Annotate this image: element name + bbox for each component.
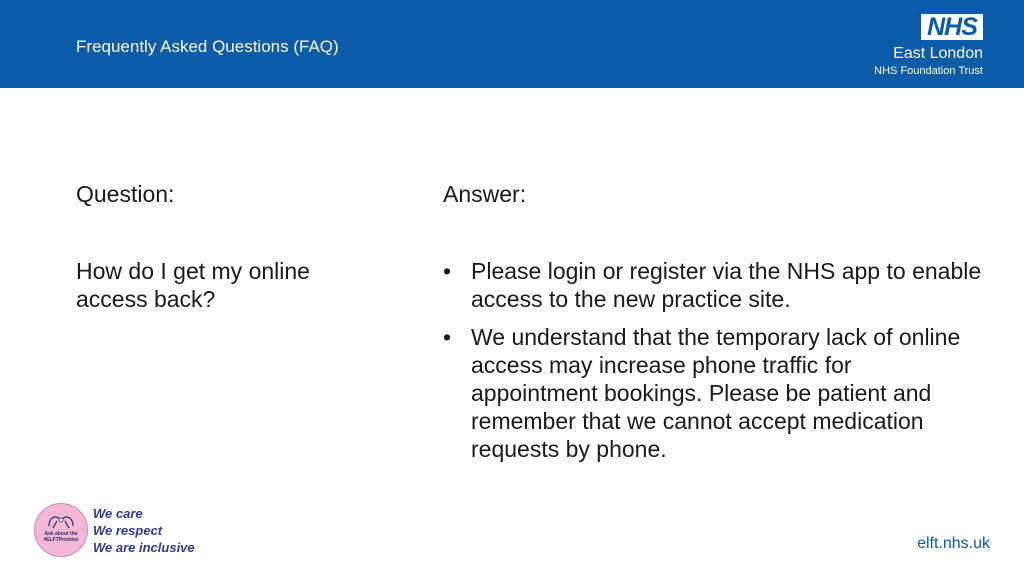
elft-promise-badge	[34, 503, 88, 557]
value-respect: We respect	[93, 523, 163, 538]
question-heading: Question:	[76, 181, 175, 207]
hands-icon	[35, 504, 87, 556]
header-bar	[0, 0, 1024, 88]
answer-item	[443, 323, 983, 463]
answer-heading: Answer:	[443, 181, 527, 207]
bullet-icon: •	[443, 258, 452, 284]
question-text: How do I get my online access back?	[76, 258, 310, 312]
nhs-logo	[921, 14, 983, 40]
answer-list	[443, 257, 983, 473]
bullet-icon: •	[443, 324, 452, 350]
badge-text: Ask about the #ELFTPromise	[43, 531, 79, 543]
org-name: East London	[893, 45, 983, 62]
nhs-logo-text: NHS	[927, 12, 977, 41]
value-care: We care	[93, 506, 143, 521]
answer-item	[443, 257, 983, 313]
page-title: Frequently Asked Questions (FAQ)	[76, 37, 339, 56]
org-subtitle: NHS Foundation Trust	[874, 65, 983, 77]
answer-text: We understand that the temporary lack of online access may increase phone traffic for appointment bookings. Please be patient and remember that we cannot accept medication requests by phone.	[471, 324, 961, 462]
answer-text: Please login or register via the NHS app to enable access to the new practice site.	[471, 258, 982, 312]
value-inclusive: We are inclusive	[93, 540, 195, 555]
website-link[interactable]: elft.nhs.uk	[917, 535, 990, 552]
values-list	[93, 505, 195, 556]
